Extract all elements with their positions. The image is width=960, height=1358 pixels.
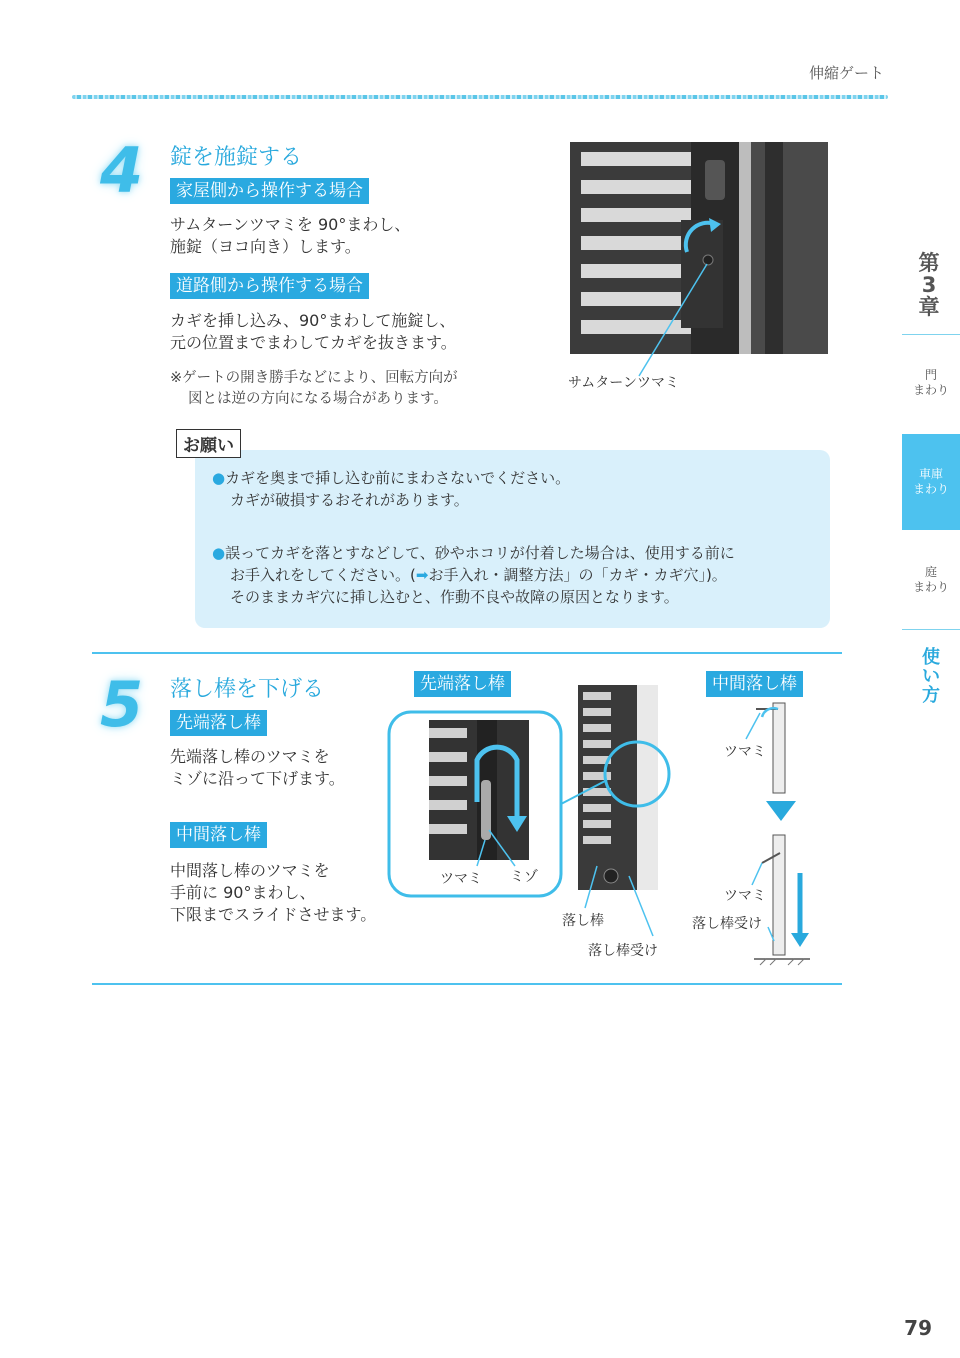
callout-knob: ツマミ	[440, 871, 482, 887]
road-side-text: カギを挿し込み、90°まわして施錠し、 元の位置までまわしてカギを抜きます。	[170, 311, 457, 352]
sidebar-item-gate[interactable]: 門 まわり	[912, 368, 949, 397]
thumbturn-caption: サムターンツマミ	[568, 375, 680, 391]
step-number-5: 5	[100, 668, 144, 741]
road-side-tag: 道路側から操作する場合	[170, 273, 369, 299]
sidebar-item-garden[interactable]: 庭 まわり	[912, 565, 949, 594]
mid-dropbar-text: 中間落し棒のツマミを 手前に 90°まわし、 下限までスライドさせます。	[170, 861, 377, 924]
section-header: 伸縮ゲート	[808, 64, 884, 82]
sidebar-divider	[902, 334, 960, 335]
section-divider-bottom	[92, 983, 842, 985]
mid-knob-bottom-label: ツマミ	[724, 888, 766, 904]
thumbturn-photo	[565, 140, 833, 390]
request-label: お願い	[176, 429, 241, 458]
house-side-tag: 家屋側から操作する場合	[170, 178, 369, 204]
header-divider	[72, 95, 888, 99]
step4-title: 錠を施錠する	[170, 145, 303, 170]
section-divider-top	[92, 652, 842, 654]
tip-dropbar-tag: 先端落し棒	[170, 710, 267, 736]
bullet-icon: ●	[212, 469, 226, 487]
label-dropbar: 落し棒	[562, 913, 604, 929]
label-receiver: 落し棒受け	[588, 943, 658, 959]
request-item-2: ●誤ってカギを落とすなどして、砂やホコリが付着した場合は、使用する前に お手入れをしてください。(➡お手入れ・調整方法」の「カギ・カギ穴」)。 そのままカギ穴に挿し込むと、作動不良や故障の原因となります。	[212, 544, 735, 606]
sidebar-item-garage[interactable]: 車庫 まわり	[902, 434, 960, 530]
fig-tip-label: 先端落し棒	[414, 671, 511, 697]
mid-dropbar-tag: 中間落し棒	[170, 822, 267, 848]
bullet-icon: ●	[212, 544, 226, 562]
house-side-text: サムターンツマミを 90°まわし、 施錠（ヨコ向き）します。	[170, 215, 411, 256]
sidebar-divider	[902, 629, 960, 630]
arrow-right-icon: ➡	[415, 566, 429, 584]
callout-groove: ミゾ	[510, 869, 538, 885]
step-number-4: 4	[100, 134, 144, 207]
mid-knob-top-label: ツマミ	[724, 744, 766, 760]
request-item-1: ●カギを奥まで挿し込む前にまわさないでください。 カギが破損するおそれがあります。	[212, 469, 571, 509]
tip-dropbar-text: 先端落し棒のツマミを ミゾに沿って下げます。	[170, 747, 345, 788]
fig-mid-label: 中間落し棒	[706, 671, 803, 697]
page-number: 79	[904, 1316, 932, 1340]
tip-dropbar-figure	[385, 680, 675, 970]
step5-title: 落し棒を下げる	[170, 677, 325, 702]
mid-receiver-label: 落し棒受け	[692, 916, 762, 932]
rotation-note: ※ゲートの開き勝手などにより、回転方向が 図とは逆の方向になる場合があります。	[170, 370, 458, 407]
chapter-label: 第 3 章	[918, 251, 940, 319]
sidebar-usage[interactable]: 使 い 方	[922, 647, 940, 706]
